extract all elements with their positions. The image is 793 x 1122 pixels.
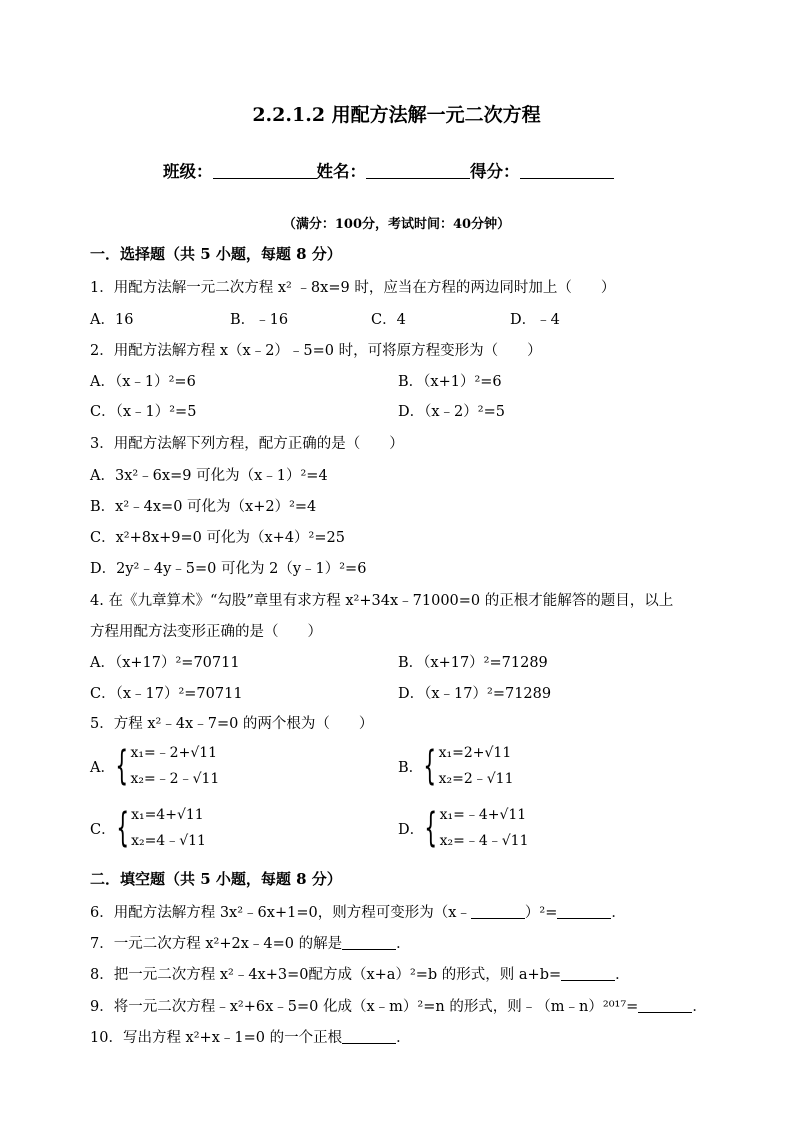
q9-text-2: ．: [692, 999, 707, 1015]
question-4-stem-line1: 4. 在《九章算术》“勾股”章里有求方程 x²+34x﹣71000=0 的正根才能解答的题目，以上: [90, 593, 674, 609]
question-7: [90, 932, 411, 953]
question-4-stem-line2: 方程用配方法变形正确的是（ ）: [90, 624, 322, 640]
q5-b-root-1: x₁=2+√11: [438, 745, 512, 761]
q5-d-root-1: x₁=﹣4+√11: [439, 807, 527, 823]
q1-option-b[interactable]: B．﹣16: [230, 312, 289, 328]
q5-c-root-1: x₁=4+√11: [131, 807, 204, 823]
q5-option-a-label: A．: [90, 759, 115, 776]
q7-text-2: ．: [396, 936, 411, 952]
q5-a-root-2: x₂=﹣2﹣√11: [130, 771, 220, 787]
q5-option-a[interactable]: [90, 740, 219, 792]
exam-note: （满分：100分，考试时间：40分钟）: [282, 217, 511, 232]
q4-option-b[interactable]: B．（x+17）²=71289: [398, 655, 548, 671]
q6-blank-1[interactable]: [471, 904, 525, 919]
q3-option-b[interactable]: B．x²﹣4x=0 可化为（x+2）²=4: [90, 499, 317, 515]
q5-option-b-label: B．: [398, 759, 424, 776]
question-1-stem: 1．用配方法解一元二次方程 x² ﹣8x=9 时，应当在方程的两边同时加上（ ）: [90, 280, 616, 296]
q5-c-root-2: x₂=4﹣√11: [131, 833, 206, 849]
q5-option-d[interactable]: [398, 802, 528, 854]
question-8: [90, 963, 630, 984]
q8-text-2: ．: [615, 967, 630, 983]
q5-option-d-label: D．: [398, 821, 425, 838]
brace-icon: {: [115, 805, 129, 851]
q4-option-c[interactable]: C．（x﹣17）²=70711: [90, 686, 243, 702]
question-9: [90, 995, 707, 1016]
brace-icon: {: [115, 743, 129, 789]
score-field[interactable]: [520, 162, 614, 179]
question-5-stem: 5．方程 x²﹣4x﹣7=0 的两个根为（ ）: [90, 716, 374, 732]
q8-blank[interactable]: [561, 966, 615, 981]
q10-text-1: 10．写出方程 x²+x﹣1=0 的一个正根: [90, 1030, 343, 1046]
name-label: 姓名：: [316, 162, 366, 181]
q6-text-2: ）²=: [524, 905, 558, 921]
q2-option-d[interactable]: D．（x﹣2）²=5: [398, 404, 505, 420]
q10-text-2: ．: [396, 1030, 411, 1046]
brace-icon: {: [424, 805, 438, 851]
score-label: 得分：: [470, 162, 520, 181]
brace-icon: {: [423, 743, 437, 789]
q5-b-root-2: x₂=2﹣√11: [438, 771, 514, 787]
q5-option-c-label: C．: [90, 821, 116, 838]
q6-text-3: ．: [611, 905, 626, 921]
question-3-stem: 3．用配方法解下列方程，配方正确的是（ ）: [90, 436, 404, 452]
q1-option-d[interactable]: D．﹣4: [510, 312, 560, 328]
name-field[interactable]: [366, 162, 470, 179]
q5-a-root-1: x₁=﹣2+√11: [130, 745, 218, 761]
q6-text-1: 6．用配方法解方程 3x²﹣6x+1=0，则方程可变形为（x﹣: [90, 905, 471, 921]
page-title: 2.2.1.2 用配方法解一元二次方程: [252, 104, 541, 126]
q7-text-1: 7．一元二次方程 x²+2x﹣4=0 的解是: [90, 936, 343, 952]
q5-option-c[interactable]: [90, 802, 206, 854]
class-field[interactable]: [213, 162, 317, 179]
q3-option-c[interactable]: C．x²+8x+9=0 可化为（x+4）²=25: [90, 530, 345, 546]
q2-option-b[interactable]: B．（x+1）²=6: [398, 374, 502, 390]
q4-option-d[interactable]: D．（x﹣17）²=71289: [398, 686, 552, 702]
q2-option-a[interactable]: A．（x﹣1）²=6: [90, 374, 196, 390]
q1-option-a[interactable]: A．16: [90, 312, 134, 328]
q4-option-a[interactable]: A．（x+17）²=70711: [90, 655, 240, 671]
section-heading-choice: 一．选择题（共 5 小题，每题 8 分）: [90, 245, 342, 263]
q3-option-d[interactable]: D．2y²﹣4y﹣5=0 可化为 2（y﹣1）²=6: [90, 561, 367, 577]
class-label: 班级：: [163, 162, 213, 181]
q3-option-a[interactable]: A．3x²﹣6x=9 可化为（x﹣1）²=4: [90, 468, 328, 484]
question-10: [90, 1026, 411, 1047]
student-info-line: [163, 158, 614, 182]
q10-blank[interactable]: [342, 1029, 396, 1044]
question-2-stem: 2．用配方法解方程 x（x﹣2）﹣5=0 时，可将原方程变形为（ ）: [90, 343, 542, 359]
q9-text-1: 9．将一元二次方程﹣x²+6x﹣5=0 化成（x﹣m）²=n 的形式，则﹣（m﹣n）²⁰¹⁷=: [90, 999, 639, 1015]
q5-d-root-2: x₂=﹣4﹣√11: [439, 833, 529, 849]
section-heading-fill: 二．填空题（共 5 小题，每题 8 分）: [90, 870, 342, 888]
q8-text-1: 8．把一元二次方程 x²﹣4x+3=0配方成（x+a）²=b 的形式，则 a+b=: [90, 967, 562, 983]
q5-option-b[interactable]: [398, 740, 514, 792]
q7-blank[interactable]: [342, 935, 396, 950]
question-6: [90, 901, 626, 922]
q9-blank[interactable]: [638, 998, 692, 1013]
q2-option-c[interactable]: C．（x﹣1）²=5: [90, 404, 197, 420]
q1-option-c[interactable]: C．4: [371, 312, 406, 328]
q6-blank-2[interactable]: [557, 904, 611, 919]
